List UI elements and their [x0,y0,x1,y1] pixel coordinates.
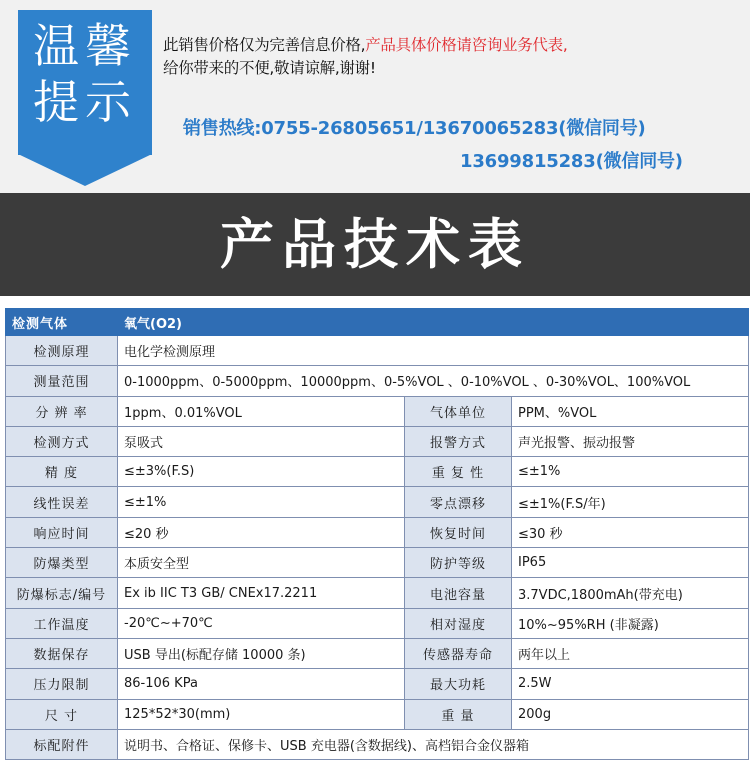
badge-arrow-tail [18,154,152,186]
spec-value: 10%~95%RH (非凝露) [512,608,749,638]
sales-hotline: 销售热线:0755-26805651/13670065283(微信同号) [183,118,646,139]
spec-table-header [6,309,749,336]
spec-label: 报警方式 [405,426,512,456]
spec-label: 防爆标志/编号 [6,578,118,608]
spec-value: IP65 [512,548,749,578]
spec-row [6,457,749,487]
spec-value: 泵吸式 [118,426,405,456]
spec-label: 重 复 性 [405,457,512,487]
spec-label: 恢复时间 [405,517,512,547]
spec-value: 3.7VDC,1800mAh(带充电) [512,578,749,608]
spec-value: 0-1000ppm、0-5000ppm、10000ppm、0-5%VOL 、0-10%VOL 、0-30%VOL、100%VOL [118,366,749,396]
spec-row [6,336,749,366]
spec-row [6,608,749,638]
spec-label: 电池容量 [405,578,512,608]
spec-row [6,638,749,668]
spec-row [6,548,749,578]
notice-panel [0,0,750,193]
spec-row [6,517,749,547]
spec-label: 最大功耗 [405,669,512,699]
spec-label: 尺 寸 [6,699,118,729]
spec-row [6,426,749,456]
spec-value: 1ppm、0.01%VOL [118,396,405,426]
spec-label: 检测原理 [6,336,118,366]
spec-value: ≤±1%(F.S/年) [512,487,749,517]
spec-label: 防爆类型 [6,548,118,578]
spec-label: 检测方式 [6,426,118,456]
badge-title-line1: 温馨 [33,19,137,73]
spec-table [5,308,749,760]
spec-label: 零点漂移 [405,487,512,517]
spec-label: 线性误差 [6,487,118,517]
spec-label: 气体单位 [405,396,512,426]
spec-value: PPM、%VOL [512,396,749,426]
spec-label: 测量范围 [6,366,118,396]
spec-label: 工作温度 [6,608,118,638]
notice-message-line2: 给你带来的不便,敬请谅解,谢谢! [163,59,376,77]
spec-row [6,366,749,396]
spec-value: 说明书、合格证、保修卡、USB 充电器(含数据线)、高档铝合金仪器箱 [118,729,749,759]
spec-label: 防护等级 [405,548,512,578]
spec-value: 电化学检测原理 [118,336,749,366]
spec-row [6,578,749,608]
notice-message-black: 此销售价格仅为完善信息价格, [163,36,366,54]
sales-hotline-second: 13699815283(微信同号) [460,151,683,172]
spec-table-container [5,308,750,760]
spec-header-label: 检测气体 [6,309,118,336]
spec-value: ≤±3%(F.S) [118,457,405,487]
spec-label: 精 度 [6,457,118,487]
spec-value: 声光报警、振动报警 [512,426,749,456]
spec-label: 重 量 [405,699,512,729]
spec-label: 响应时间 [6,517,118,547]
spec-label: 相对湿度 [405,608,512,638]
spec-header-value: 氧气(O2) [118,309,749,336]
notice-message-line1 [163,33,567,55]
spec-value: 本质安全型 [118,548,405,578]
section-title: 产品技术表 [0,193,750,296]
notice-message-red: 产品具体价格请咨询业务代表, [365,36,568,54]
spec-label: 数据保存 [6,638,118,668]
spec-row [6,487,749,517]
spec-value: 两年以上 [512,638,749,668]
spec-value: USB 导出(标配存储 10000 条) [118,638,405,668]
spec-row [6,699,749,729]
spec-value: 2.5W [512,669,749,699]
spec-value: 86-106 KPa [118,669,405,699]
spec-row [6,669,749,699]
spec-label: 标配附件 [6,729,118,759]
badge-title-line2: 提示 [33,75,137,129]
spec-label: 压力限制 [6,669,118,699]
spec-value: ≤±1% [512,457,749,487]
spec-value: -20℃~+70℃ [118,608,405,638]
spec-value: 200g [512,699,749,729]
spec-label: 分 辨 率 [6,396,118,426]
spec-label: 传感器寿命 [405,638,512,668]
spec-value: Ex ib IIC T3 GB/ CNEx17.2211 [118,578,405,608]
spec-row [6,396,749,426]
spec-value: ≤30 秒 [512,517,749,547]
spec-value: ≤±1% [118,487,405,517]
spec-value: 125*52*30(mm) [118,699,405,729]
spec-row [6,729,749,759]
spec-value: ≤20 秒 [118,517,405,547]
